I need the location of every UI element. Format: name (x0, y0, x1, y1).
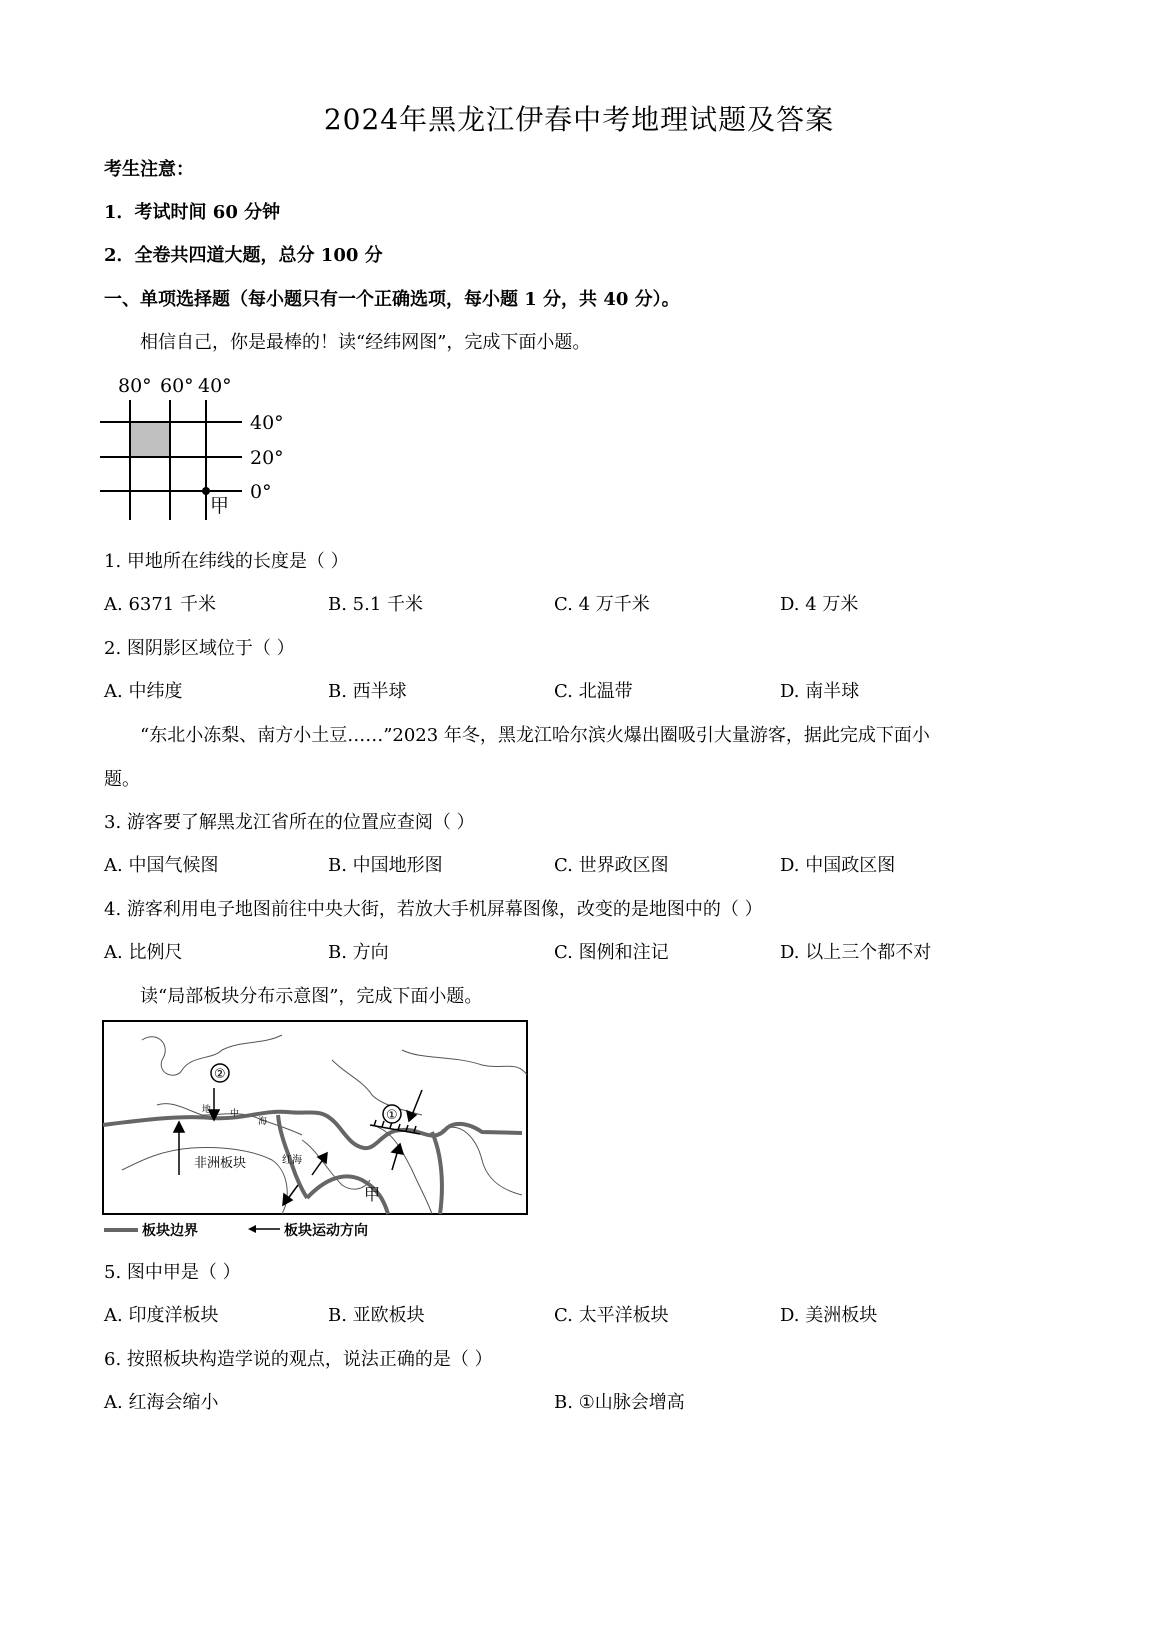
notice-item-1: 1．考试时间 60 分钟 (104, 202, 281, 223)
plate-map-figure (102, 1020, 530, 1240)
intro-text-2b: 题。 (104, 769, 140, 790)
label-circle-1: ① (386, 1107, 398, 1122)
q6-option-b: B. ①山脉会增高 (554, 1392, 685, 1413)
q2-option-d: D. 南半球 (780, 681, 860, 702)
q3-option-a: A. 中国气候图 (104, 855, 219, 876)
q4-option-b: B. 方向 (328, 942, 389, 963)
label-med-1: 地 (202, 1104, 212, 1114)
notice-heading: 考生注意： (104, 159, 194, 180)
question-1: 1. 甲地所在纬线的长度是（ ） (104, 551, 349, 572)
label-jia: 甲 (364, 1187, 381, 1204)
lon-label-40: 40° (198, 375, 232, 397)
intro-text-1: 相信自己，你是最棒的！读“经纬网图”，完成下面小题。 (140, 332, 591, 353)
point-jia-marker (202, 487, 210, 495)
lat-label-0: 0° (250, 481, 272, 503)
q4-option-c: C. 图例和注记 (554, 942, 669, 963)
legend-arrow-swatch (248, 1225, 280, 1233)
section-heading: 一、单项选择题（每小题只有一个正确选项，每小题 1 分，共 40 分）。 (104, 289, 680, 310)
q1-option-b: B. 5.1 千米 (328, 594, 424, 615)
q5-option-b: B. 亚欧板块 (328, 1305, 425, 1326)
intro-text-2a: “东北小冻梨、南方小土豆……”2023 年冬，黑龙江哈尔滨火爆出圈吸引大量游客，据此完成下面小 (140, 725, 930, 746)
q5-option-d: D. 美洲板块 (780, 1305, 878, 1326)
q1-option-a: A. 6371 千米 (104, 594, 216, 615)
q2-option-c: C. 北温带 (554, 681, 633, 702)
q4-option-a: A. 比例尺 (104, 942, 183, 963)
q6-option-a: A. 红海会缩小 (104, 1392, 219, 1413)
lon-label-80: 80° (118, 375, 152, 397)
question-2: 2. 图阴影区域位于（ ） (104, 638, 295, 659)
legend-boundary-label: 板块边界 (142, 1222, 198, 1238)
q2-option-b: B. 西半球 (328, 681, 407, 702)
question-3: 3. 游客要了解黑龙江省所在的位置应查阅（ ） (104, 812, 475, 833)
page-title: 2024年黑龙江伊春中考地理试题及答案 (323, 103, 835, 136)
question-5: 5. 图中甲是（ ） (104, 1262, 241, 1283)
q3-option-d: D. 中国政区图 (780, 855, 896, 876)
intro-text-3: 读“局部板块分布示意图”，完成下面小题。 (140, 986, 483, 1007)
notice-item-2: 2．全卷共四道大题，总分 100 分 (104, 245, 383, 266)
label-med-2: 中 (230, 1108, 240, 1118)
label-africa-plate: 非洲板块 (194, 1155, 247, 1170)
point-jia-label: 甲 (210, 495, 230, 517)
lat-label-20: 20° (250, 447, 284, 469)
latlong-grid-figure (100, 370, 300, 530)
q4-option-d: D. 以上三个都不对 (780, 942, 932, 963)
label-red-sea: 红海 (282, 1155, 302, 1166)
label-circle-2: ② (214, 1066, 226, 1081)
q2-option-a: A. 中纬度 (104, 681, 183, 702)
q1-option-d: D. 4 万米 (780, 594, 859, 615)
lat-label-40: 40° (250, 412, 284, 434)
legend-motion-label: 板块运动方向 (284, 1222, 368, 1238)
question-4: 4. 游客利用电子地图前往中央大街，若放大手机屏幕图像，改变的是地图中的（ ） (104, 899, 763, 920)
q5-option-c: C. 太平洋板块 (554, 1305, 669, 1326)
lon-label-60: 60° (160, 375, 194, 397)
question-6: 6. 按照板块构造学说的观点，说法正确的是（ ） (104, 1349, 493, 1370)
q3-option-c: C. 世界政区图 (554, 855, 669, 876)
q5-option-a: A. 印度洋板块 (104, 1305, 219, 1326)
q1-option-c: C. 4 万千米 (554, 594, 650, 615)
label-med-3: 海 (258, 1116, 268, 1126)
shaded-area (130, 422, 170, 457)
q3-option-b: B. 中国地形图 (328, 855, 443, 876)
